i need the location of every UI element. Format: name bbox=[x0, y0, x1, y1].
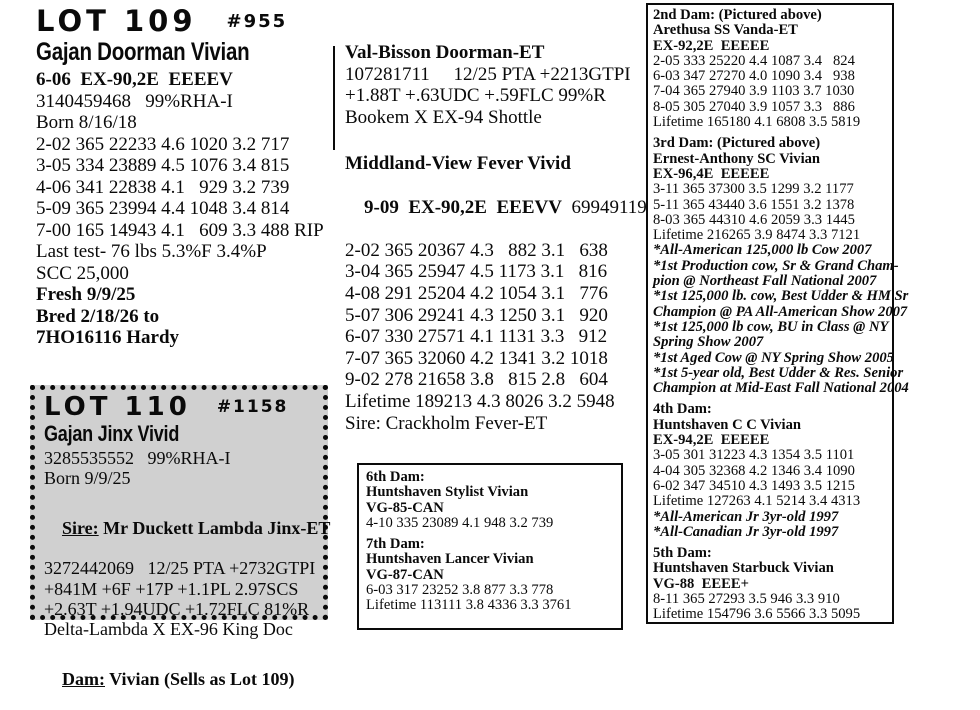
sire-proof-line: Delta-Lambda X EX-96 King Doc bbox=[44, 619, 293, 640]
dam-name: Ernest-Anthony SC Vivian bbox=[653, 150, 821, 167]
lot110-sire-proof-lines bbox=[44, 558, 323, 639]
maternal-line-box bbox=[646, 3, 909, 624]
lot109-scc: SCC 25,000 bbox=[36, 262, 129, 284]
honor-line: *1st Aged Cow @ NY Spring Show 2005 bbox=[653, 349, 894, 366]
honor-line: *1st 125,000 lb. cow, Best Udder & HM Sr bbox=[653, 288, 909, 305]
dam-classification: 9-09 EX-90,2E EEEVV bbox=[364, 196, 562, 218]
sire-block-rule bbox=[333, 46, 335, 150]
dam-honors bbox=[653, 510, 892, 541]
record-line: 3-05 301 31223 4.3 1354 3.5 1101 bbox=[653, 447, 855, 464]
record-line: Lifetime 216265 3.9 8474 3.3 7121 bbox=[653, 227, 861, 244]
dam-block-score-line bbox=[345, 175, 647, 240]
sire-name: Mr Duckett Lambda Jinx-ET bbox=[98, 517, 331, 538]
lot109-lactation-records bbox=[36, 134, 341, 242]
sire-block-line: 107281711 12/25 PTA +2213GTPI bbox=[345, 63, 631, 85]
record-line: 2-02 365 20367 4.3 882 3.1 638 bbox=[345, 239, 608, 261]
record-line: Lifetime 113111 3.8 4336 3.3 3761 bbox=[366, 597, 572, 614]
dam-title: 2nd Dam: (Pictured above) bbox=[653, 7, 822, 23]
lot110-title-row bbox=[44, 393, 323, 421]
dam-name: Huntshaven Lancer Vivian bbox=[366, 551, 534, 568]
record-line: 5-07 306 29241 4.3 1250 3.1 920 bbox=[345, 304, 608, 326]
record-line: 4-08 291 25204 4.2 1054 3.1 776 bbox=[345, 282, 608, 304]
dam-name: Huntshaven Starbuck Vivian bbox=[653, 560, 834, 577]
honor-line: Spring Show 2007 bbox=[653, 334, 764, 351]
record-line: 4-04 305 32368 4.2 1346 3.4 1090 bbox=[653, 462, 855, 479]
record-line: 7-00 165 14943 4.1 609 3.3 488 RIP bbox=[36, 219, 324, 241]
dams-6-7-box bbox=[357, 463, 623, 630]
pedigree-middle-column bbox=[345, 42, 647, 434]
honor-line: *All-Canadian Jr 3yr-old 1997 bbox=[653, 523, 839, 540]
lot110-sire-line bbox=[44, 498, 331, 559]
honor-line: Champion at Mid-East Fall National 2004 bbox=[653, 380, 909, 397]
status-line: 7HO16116 Hardy bbox=[36, 327, 180, 348]
dam-classification: EX-94,2E EEEEE bbox=[653, 432, 770, 449]
record-line: 3-11 365 37300 3.5 1299 3.2 1177 bbox=[653, 181, 854, 198]
record-line: 7-04 365 27940 3.9 1103 3.7 1030 bbox=[653, 83, 855, 100]
dam-sire-line: Sire: Crackholm Fever-ET bbox=[345, 412, 548, 434]
record-line: 2-05 333 25220 4.4 1087 3.4 824 bbox=[653, 52, 855, 69]
record-line: 8-11 365 27293 3.5 946 3.3 910 bbox=[653, 590, 840, 607]
sire-proof-line: +841M +6F +17P +1.1PL 2.97SCS bbox=[44, 578, 299, 599]
dam-classification: EX-92,2E EEEEE bbox=[653, 37, 770, 54]
lot109-status-lines bbox=[36, 284, 341, 349]
honor-line: *All-American 125,000 lb Cow 2007 bbox=[653, 242, 872, 259]
record-line: 8-05 305 27040 3.9 1057 3.3 886 bbox=[653, 98, 855, 115]
record-line: Lifetime 189213 4.3 8026 3.2 5948 bbox=[345, 390, 615, 412]
dam-registration: 69949119 bbox=[561, 196, 647, 218]
dam-name: Huntshaven C C Vivian bbox=[653, 416, 802, 433]
lot110-title: LOT 110 bbox=[44, 392, 191, 422]
record-line: Lifetime 154796 3.6 5566 3.3 5095 bbox=[653, 606, 861, 623]
dam-section-2nd bbox=[653, 8, 892, 130]
record-line: Lifetime 165180 4.1 6808 3.5 5819 bbox=[653, 114, 861, 131]
record-line: 4-10 335 23089 4.1 948 3.2 739 bbox=[366, 514, 554, 531]
dam-title: 6th Dam: bbox=[366, 469, 425, 485]
status-line: Fresh 9/9/25 bbox=[36, 284, 136, 305]
dam-records bbox=[653, 448, 892, 509]
dam-label: Dam: bbox=[62, 668, 105, 689]
record-line: 3-05 334 23889 4.5 1076 3.4 815 bbox=[36, 155, 290, 176]
status-line: Bred 2/18/26 to bbox=[36, 305, 160, 327]
sire-proof-line: 3272442069 12/25 PTA +2732GTPI bbox=[44, 558, 316, 579]
dam-records bbox=[366, 516, 621, 531]
record-line: 6-03 347 27270 4.0 1090 3.4 938 bbox=[653, 68, 855, 85]
record-line: 2-02 365 22233 4.6 1020 3.2 717 bbox=[36, 133, 290, 155]
record-line: 6-03 317 23252 3.8 877 3.3 778 bbox=[366, 582, 554, 599]
dam-classification: VG-87-CAN bbox=[366, 566, 444, 583]
record-line: 5-09 365 23994 4.4 1048 3.4 814 bbox=[36, 198, 290, 219]
record-line: 8-03 365 44310 4.6 2059 3.3 1445 bbox=[653, 211, 855, 228]
honor-line: pion @ Northeast Fall National 2007 bbox=[653, 273, 877, 290]
dam-name: Vivian (Sells as Lot 109) bbox=[105, 668, 295, 689]
lot109-cow-name: Gajan Doorman Vivian bbox=[36, 38, 250, 66]
lot109-title: LOT 109 bbox=[36, 4, 197, 38]
lot110-cow-name: Gajan Jinx Vivid bbox=[44, 421, 180, 446]
dam-section-6th bbox=[366, 470, 621, 531]
lot110-born: Born 9/9/25 bbox=[44, 468, 131, 489]
lot110-section bbox=[30, 385, 331, 689]
record-line: 4-06 341 22838 4.1 929 3.2 739 bbox=[36, 176, 290, 198]
lot109-catalog-number: #955 bbox=[226, 10, 288, 32]
dam-classification: VG-85-CAN bbox=[366, 499, 444, 516]
honor-line: *1st 125,000 lb cow, BU in Class @ NY bbox=[653, 318, 889, 335]
dam-section-5th bbox=[653, 546, 892, 622]
record-line: 7-07 365 32060 4.2 1341 3.2 1018 bbox=[345, 347, 608, 369]
lot110-registration: 3285535552 99%RHA-I bbox=[44, 448, 231, 468]
record-line: 6-07 330 27571 4.1 1131 3.3 912 bbox=[345, 326, 608, 348]
sire-proof-line: +2.63T +1.94UDC +1.72FLC 81%R bbox=[44, 599, 310, 620]
lot109-last-test: Last test- 76 lbs 5.3%F 3.4%P bbox=[36, 241, 267, 262]
dam-title: 4th Dam: bbox=[653, 401, 712, 418]
dam-records bbox=[653, 54, 892, 130]
record-line: Lifetime 127263 4.1 5214 3.4 4313 bbox=[653, 493, 861, 510]
dam-honors bbox=[653, 242, 909, 397]
lot109-section bbox=[36, 6, 341, 349]
sire-block-line: Bookem X EX-94 Shottle bbox=[345, 106, 542, 128]
record-line: 9-02 278 21658 3.8 815 2.8 604 bbox=[345, 369, 608, 391]
dam-records bbox=[653, 592, 892, 623]
honor-line: *1st 5-year old, Best Udder & Res. Senior bbox=[653, 364, 904, 381]
lot109-title-row bbox=[36, 6, 341, 36]
record-line: 6-02 347 34510 4.3 1493 3.5 1215 bbox=[653, 477, 855, 494]
dam-records bbox=[366, 583, 621, 614]
dam-block-name: Middland-View Fever Vivid bbox=[345, 153, 571, 175]
dam-name: Arethusa SS Vanda-ET bbox=[653, 22, 798, 39]
sire-block-name: Val-Bisson Doorman-ET bbox=[345, 42, 545, 63]
lot110-dam-line bbox=[44, 649, 323, 710]
dam-title: 3rd Dam: (Pictured above) bbox=[653, 135, 821, 152]
sire-block-line: +1.88T +.63UDC +.59FLC 99%R bbox=[345, 85, 606, 107]
dam-title: 5th Dam: bbox=[653, 545, 712, 562]
dam-section-3rd bbox=[653, 135, 909, 397]
dam-section-4th bbox=[653, 402, 892, 540]
dam-section-7th bbox=[366, 537, 621, 613]
dam-lactation-records bbox=[345, 240, 647, 413]
honor-line: *All-American Jr 3yr-old 1997 bbox=[653, 508, 839, 525]
sire-block-lines bbox=[345, 64, 647, 129]
honor-line: *1st Production cow, Sr & Grand Cham- bbox=[653, 257, 899, 274]
dam-records bbox=[653, 182, 892, 243]
dam-name: Huntshaven Stylist Vivian bbox=[366, 484, 529, 501]
honor-line: Champion @ PA All-American Show 2007 bbox=[653, 303, 908, 320]
record-line: 5-11 365 43440 3.6 1551 3.2 1378 bbox=[653, 196, 855, 213]
sire-label: Sire: bbox=[62, 517, 99, 538]
lot109-born: Born 8/16/18 bbox=[36, 112, 137, 133]
lot110-catalog-number: #1158 bbox=[216, 397, 289, 417]
dam-title: 7th Dam: bbox=[366, 536, 425, 553]
lot109-registration: 3140459468 99%RHA-I bbox=[36, 90, 233, 112]
record-line: 3-04 365 25947 4.5 1173 3.1 816 bbox=[345, 261, 608, 283]
dam-classification: EX-96,4E EEEEE bbox=[653, 165, 770, 182]
lot109-classification: 6-06 EX-90,2E EEEEV bbox=[36, 69, 233, 90]
dam-classification: VG-88 EEEE+ bbox=[653, 575, 749, 592]
